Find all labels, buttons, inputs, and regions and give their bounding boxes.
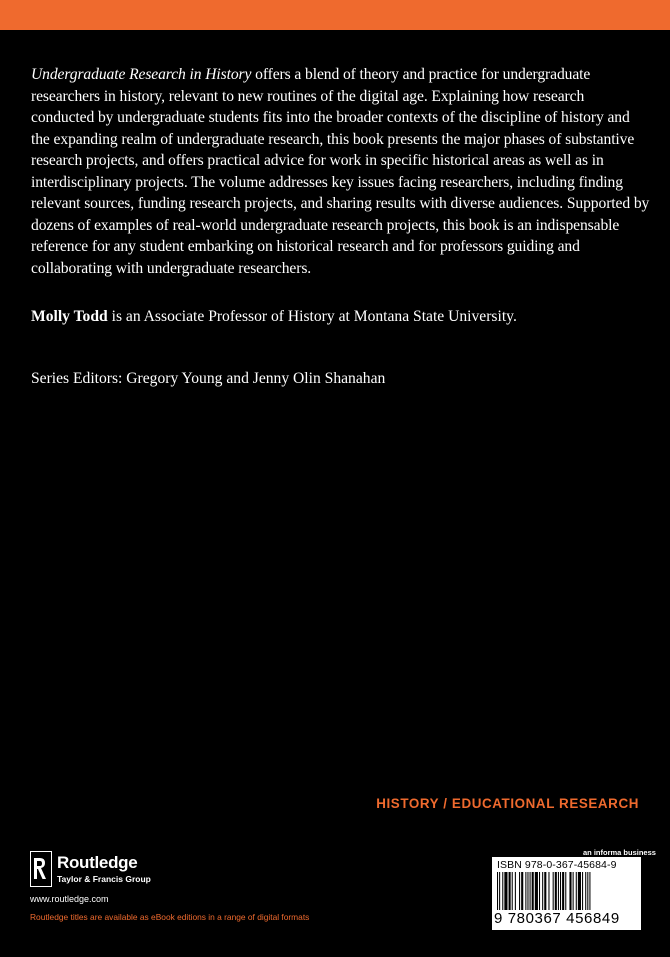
barcode-box (492, 857, 641, 930)
isbn-label: ISBN 978-0-367-45684-9 (497, 859, 617, 871)
informa-business-label: an informa business (583, 848, 656, 857)
publisher-group: Taylor & Francis Group (57, 874, 151, 884)
author-name: Molly Todd (31, 308, 108, 325)
top-orange-band (0, 0, 670, 30)
book-title-italic: Undergraduate Research in History (31, 66, 252, 83)
routledge-mark-icon (30, 851, 52, 887)
publisher-website: www.routledge.com (30, 894, 109, 904)
author-bio-text: is an Associate Professor of History at Montana State University. (107, 308, 517, 325)
book-blurb (31, 64, 651, 279)
ean-digits: 9 780367 456849 (494, 910, 620, 927)
series-editors: Series Editors: Gregory Young and Jenny Olin Shanahan (31, 370, 386, 387)
subject-category: HISTORY / EDUCATIONAL RESEARCH (376, 796, 639, 811)
barcode-bars (496, 872, 637, 912)
publisher-name: Routledge (57, 853, 138, 872)
blurb-body: offers a blend of theory and practice for undergraduate researchers in history, relevant to new routines of the digital age. Explaining how research conducted by undergraduate students fits into the broader contexts of the discipline of history and the expanding realm of undergraduate research, this book presents the major phases of substantive research projects, and offers practical advice for work in specific historical areas as well as in interdisciplinary projects. The volume addresses key issues facing researchers, including finding relevant sources, funding research projects, and sharing results with diverse audiences. Supported by dozens of examples of real-world undergraduate research projects, this book is an indispensable reference for any student embarking on historical research and for professors guiding and collaborating with undergraduate researchers. (31, 66, 650, 277)
author-bio (31, 306, 651, 328)
ebook-note: Routledge titles are available as eBook editions in a range of digital formats (30, 912, 310, 922)
routledge-logo (30, 851, 160, 891)
